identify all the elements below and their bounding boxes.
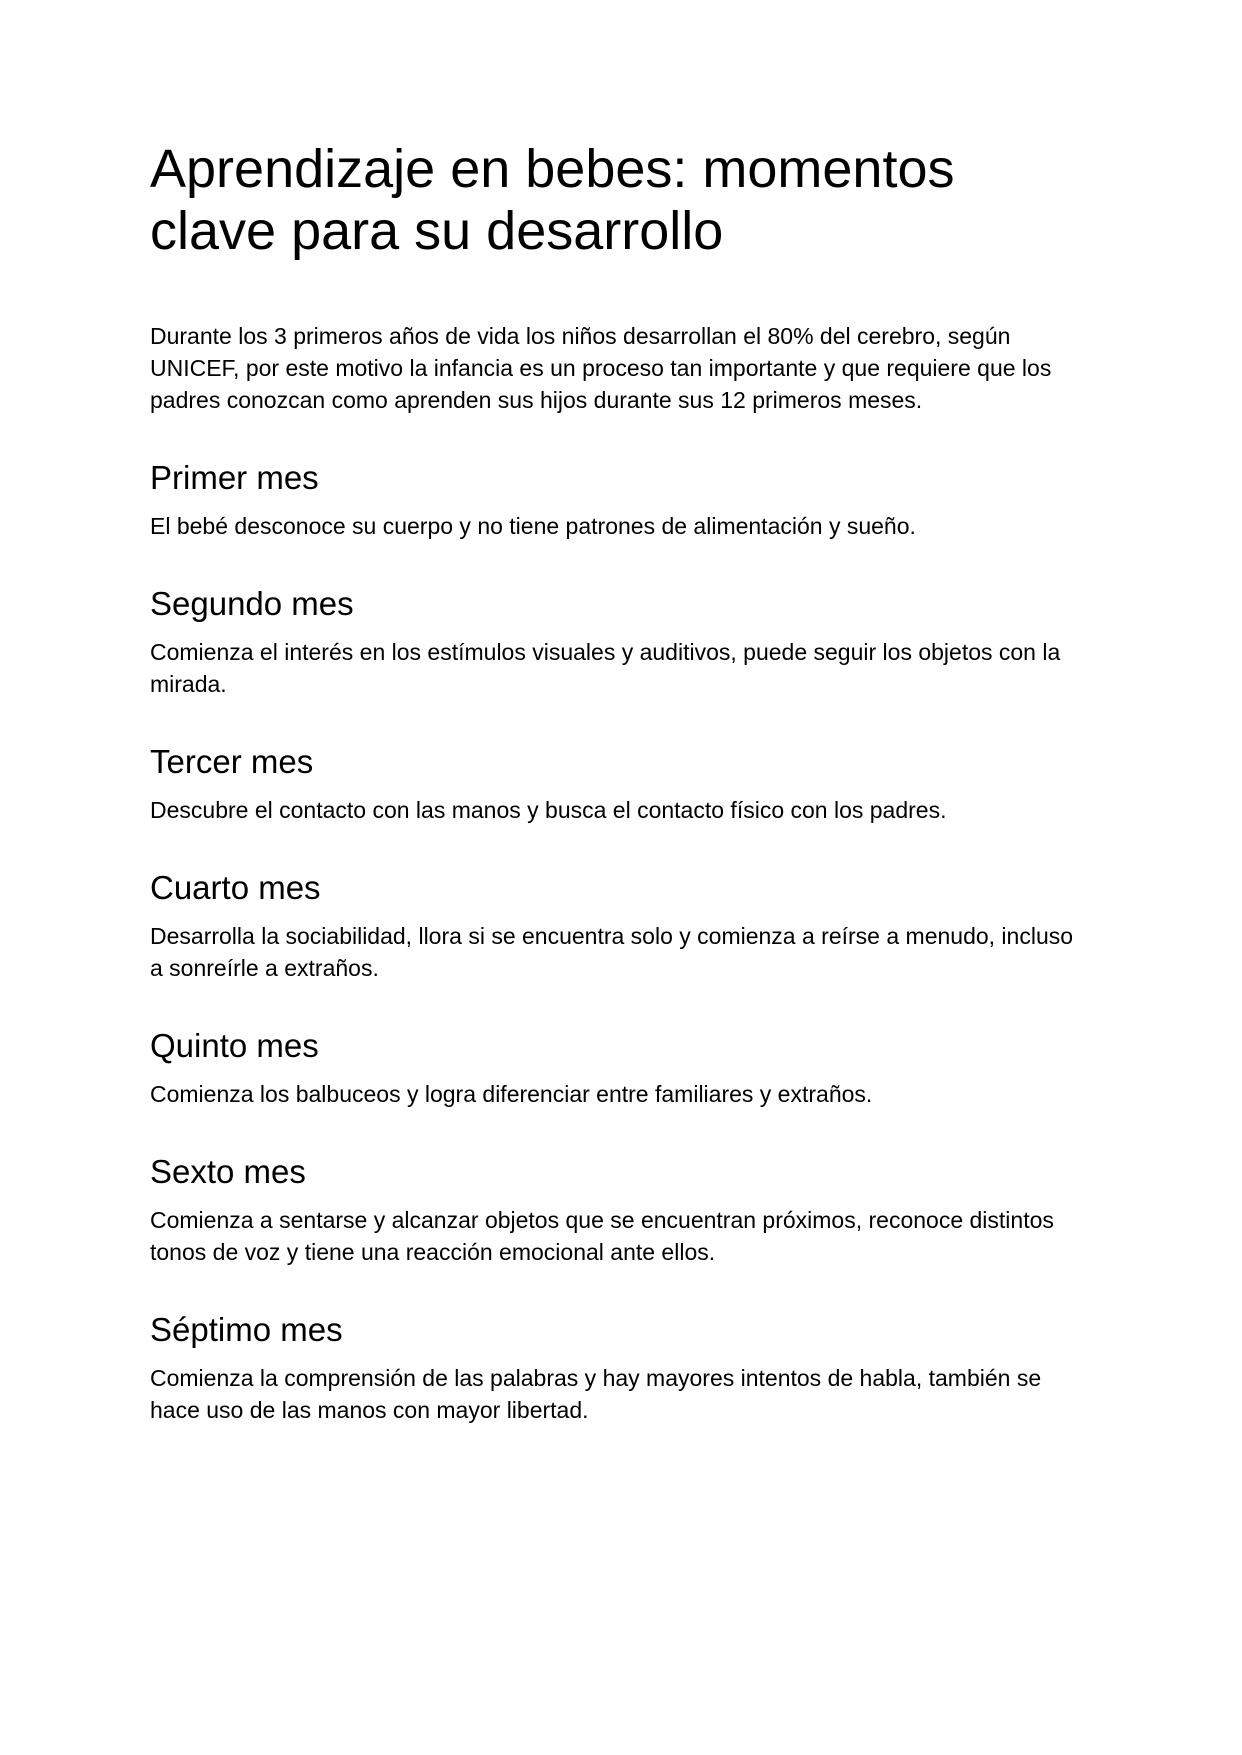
section-body-tercer-mes: Descubre el contacto con las manos y busca el contacto físico con los padres.: [150, 797, 947, 823]
section-body-segundo-mes: Comienza el interés en los estímulos visuales y auditivos, puede seguir los objetos con la mirada.: [150, 639, 1061, 697]
section-body-quinto-mes: Comienza los balbuceos y logra diferenciar entre familiares y extraños.: [150, 1081, 873, 1107]
section-body-cuarto-mes: Desarrolla la sociabilidad, llora si se encuentra solo y comienza a reírse a menudo, incluso a sonreírle a extraños.: [150, 923, 1074, 981]
section-heading-primer-mes: Primer mes: [150, 459, 319, 496]
section-heading-sexto-mes: Sexto mes: [150, 1153, 306, 1190]
section-heading-quinto-mes: Quinto mes: [150, 1027, 319, 1064]
section-heading-cuarto-mes: Cuarto mes: [150, 869, 321, 906]
section-cuarto-mes: [150, 868, 1086, 984]
section-body-sexto-mes: Comienza a sentarse y alcanzar objetos que se encuentran próximos, reconoce distintos tonos de voz y tiene una reacción emocional ante ellos.: [150, 1207, 1054, 1265]
section-heading-segundo-mes: Segundo mes: [150, 585, 354, 622]
section-segundo-mes: [150, 584, 1086, 700]
section-heading-septimo-mes: Séptimo mes: [150, 1311, 343, 1348]
section-tercer-mes: [150, 742, 1086, 826]
section-sexto-mes: [150, 1152, 1086, 1268]
section-septimo-mes: [150, 1310, 1086, 1426]
section-body-primer-mes: El bebé desconoce su cuerpo y no tiene patrones de alimentación y sueño.: [150, 513, 916, 539]
section-body-septimo-mes: Comienza la comprensión de las palabras y hay mayores intentos de habla, también se hace uso de las manos con mayor libertad.: [150, 1365, 1042, 1423]
document-title: Aprendizaje en bebes: momentos clave para su desarrollo: [150, 139, 955, 261]
intro-paragraph: Durante los 3 primeros años de vida los niños desarrollan el 80% del cerebro, según UNICEF, por este motivo la infancia es un proceso tan importante y que requiere que los padres conozcan como aprenden sus hijos durante sus 12 primeros meses.: [150, 323, 1052, 413]
section-primer-mes: [150, 458, 1086, 542]
section-heading-tercer-mes: Tercer mes: [150, 743, 314, 780]
section-quinto-mes: [150, 1026, 1086, 1110]
